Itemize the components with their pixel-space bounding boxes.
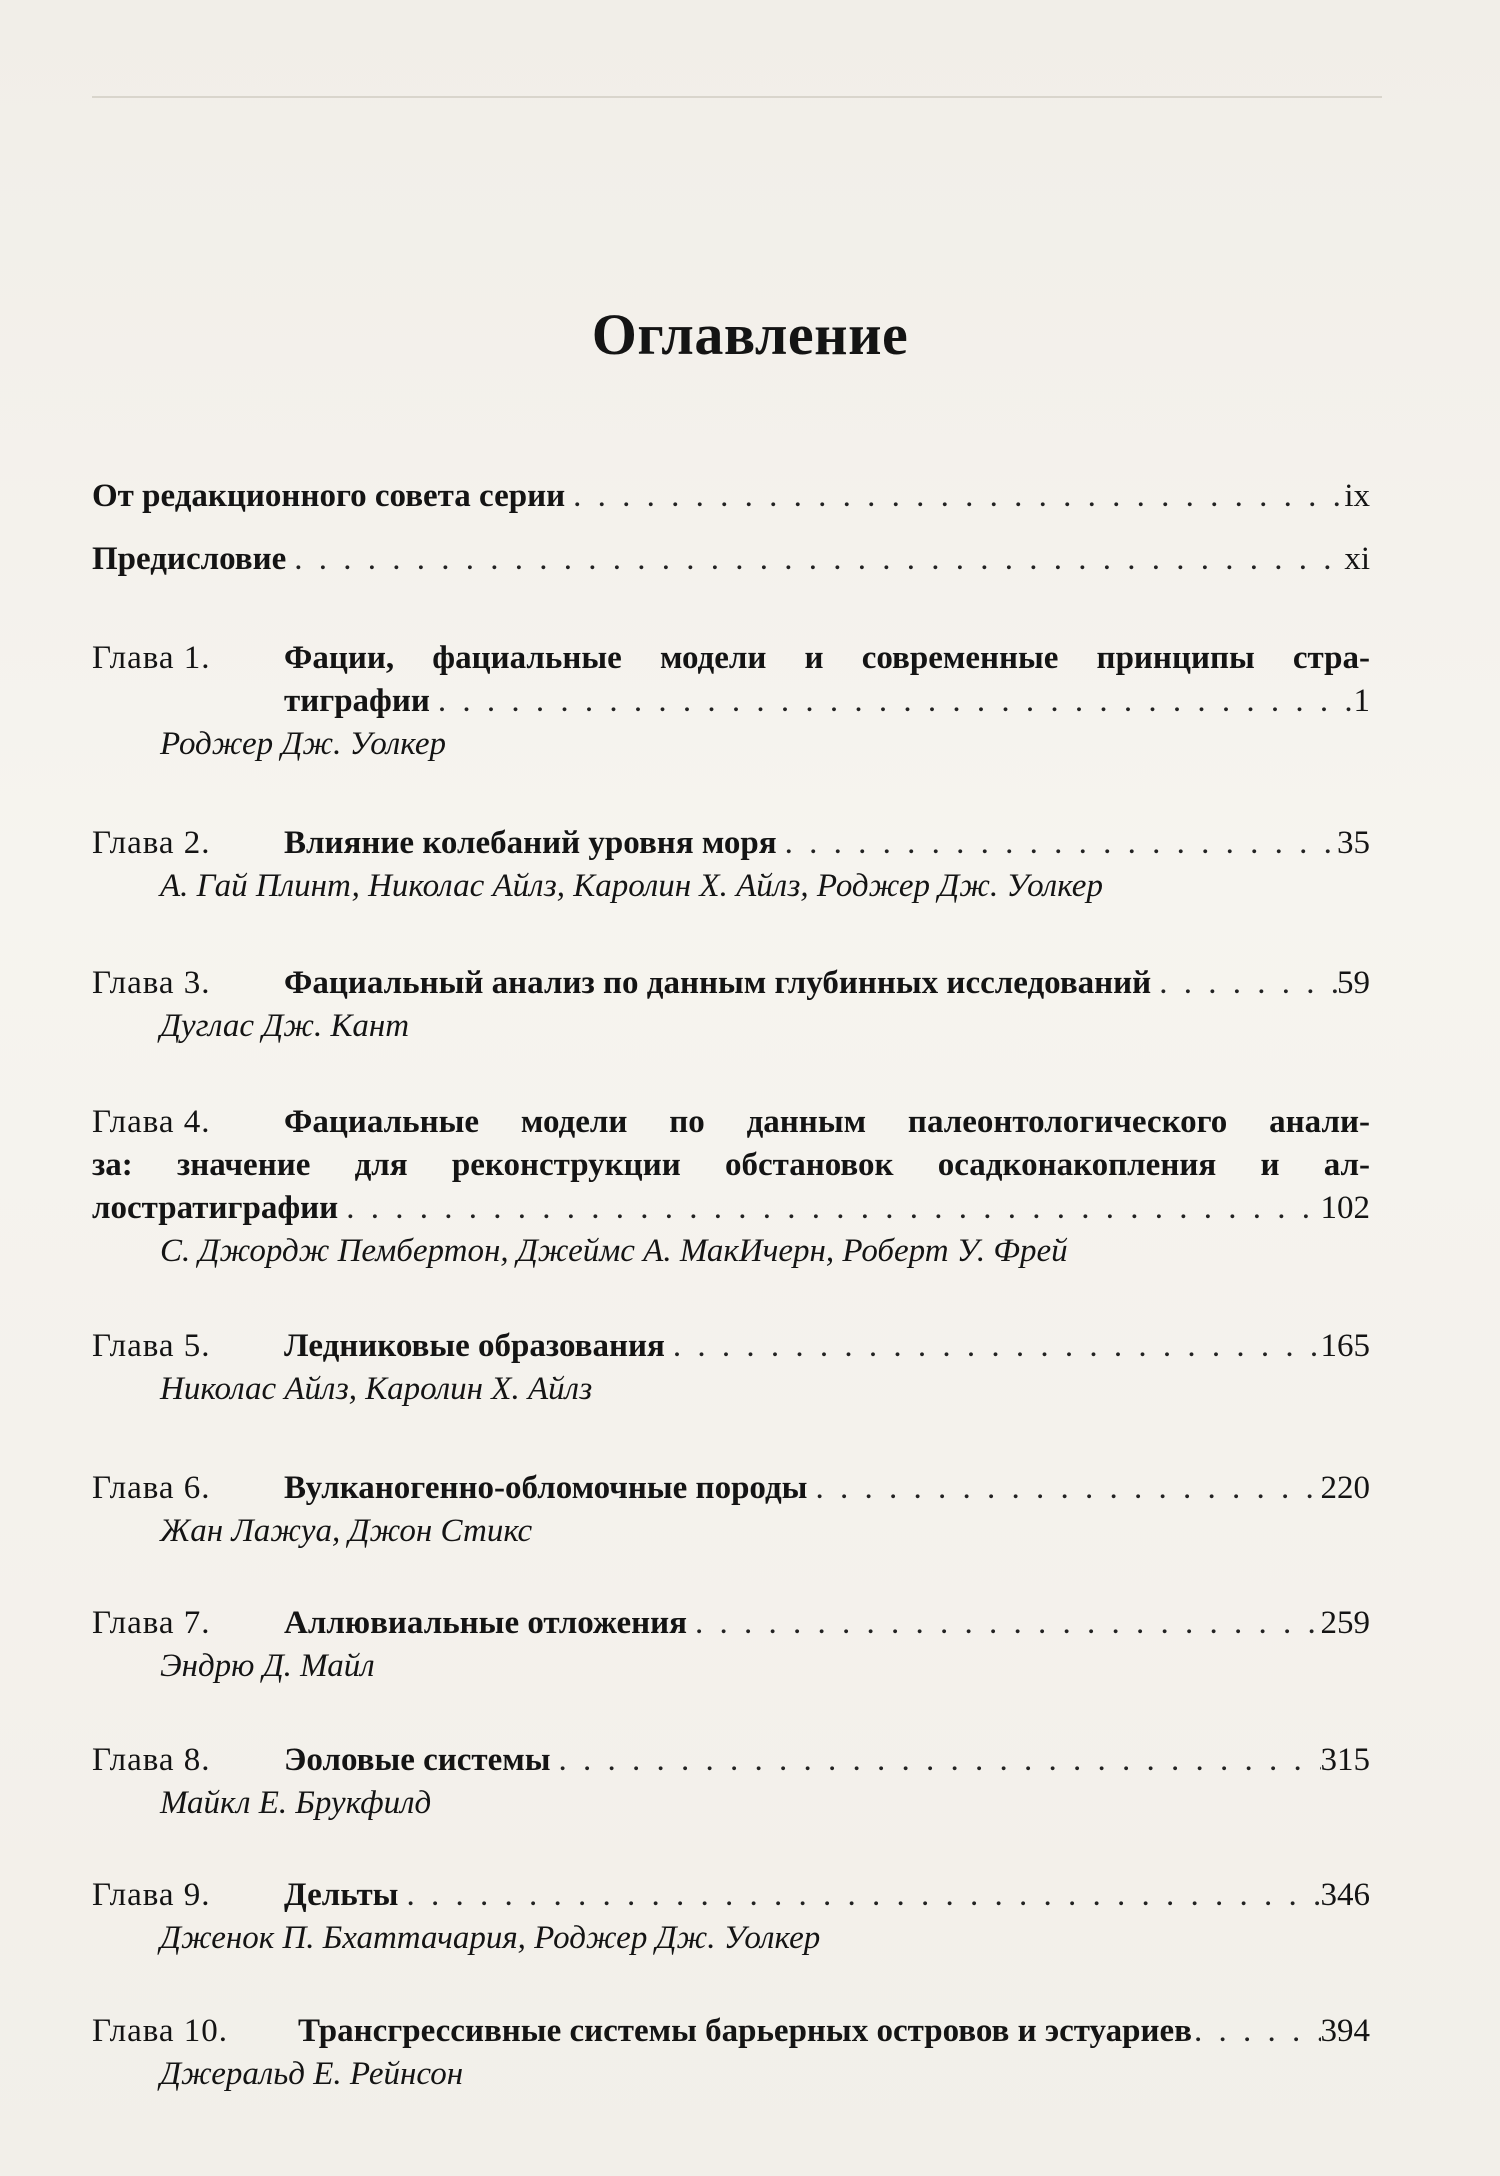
dot-leader (687, 1602, 1320, 1645)
toc-entry-editorial[interactable] (92, 475, 1370, 518)
chapter-authors: Жан Лажуа, Джон Стикс (160, 1513, 533, 1549)
toc-entry-chapter-5[interactable] (92, 1325, 1370, 1411)
chapter-title-line: Фациальный анализ по данным глубинных исследований (284, 965, 1152, 1001)
toc-entry-page: ix (1344, 478, 1370, 514)
chapter-authors: С. Джордж Пембертон, Джеймс А. МакИчерн, Роберт У. Фрей (160, 1233, 1068, 1269)
dot-leader (777, 822, 1337, 865)
toc-entry-preface[interactable] (92, 538, 1370, 581)
chapter-title-line: Аллювиальные отложения (284, 1605, 688, 1641)
chapter-title-line: Фации, фациальные модели и современные принципы стра- (284, 640, 1370, 676)
bleed-through-rule (92, 96, 1382, 98)
chapter-page: 394 (1320, 2013, 1370, 2049)
toc-entry-chapter-9[interactable] (92, 1874, 1370, 1960)
toc-entry-chapter-2[interactable] (92, 822, 1370, 908)
chapter-label: Глава 5. (92, 1328, 211, 1364)
dot-leader (565, 475, 1344, 518)
chapter-title-line: Фациальные модели по данным палеонтологического анали- (284, 1104, 1370, 1140)
chapter-label: Глава 2. (92, 825, 211, 861)
toc-entry-chapter-1[interactable] (92, 637, 1370, 766)
dot-leader (807, 1467, 1320, 1510)
chapter-authors: Дуглас Дж. Кант (160, 1008, 410, 1044)
chapter-title-line: Влияние колебаний уровня моря (284, 825, 777, 861)
chapter-label: Глава 4. (92, 1104, 211, 1140)
chapter-label: Глава 9. (92, 1877, 211, 1913)
toc-entry-chapter-6[interactable] (92, 1467, 1370, 1553)
chapter-page: 35 (1337, 825, 1370, 861)
toc-entry-chapter-8[interactable] (92, 1739, 1370, 1825)
toc-entry-chapter-4[interactable] (92, 1101, 1370, 1273)
toc-entry-page: xi (1344, 541, 1370, 577)
chapter-label: Глава 7. (92, 1605, 211, 1641)
chapter-authors: Дженок П. Бхаттачария, Роджер Дж. Уолкер (160, 1920, 821, 1956)
dot-leader (551, 1739, 1321, 1782)
page-title: Оглавление (591, 301, 909, 367)
dot-leader (338, 1187, 1320, 1230)
chapter-authors: Джеральд Е. Рейнсон (160, 2056, 464, 2092)
chapter-authors: А. Гай Плинт, Николас Айлз, Каролин Х. Айлз, Роджер Дж. Уолкер (160, 868, 1103, 904)
chapter-page: 165 (1320, 1328, 1370, 1364)
chapter-page: 102 (1320, 1190, 1370, 1226)
dot-leader (1151, 962, 1337, 1005)
chapter-label: Глава 6. (92, 1470, 211, 1506)
chapter-page: 1 (1353, 683, 1370, 719)
chapter-title-line: Трансгрессивные системы барьерных островов и эстуариев (298, 2013, 1192, 2049)
chapter-label: Глава 3. (92, 965, 211, 1001)
dot-leader (286, 538, 1344, 581)
chapter-title-line: тиграфии (284, 683, 430, 719)
chapter-page: 346 (1320, 1877, 1370, 1913)
toc-entry-title: От редакционного совета серии (92, 478, 566, 514)
dot-leader (1192, 2010, 1321, 2053)
chapter-title-line: Эоловые системы (284, 1742, 551, 1778)
chapter-page: 220 (1320, 1470, 1370, 1506)
toc-entry-chapter-10[interactable] (92, 2010, 1370, 2096)
chapter-authors: Николас Айлз, Каролин Х. Айлз (160, 1371, 593, 1407)
chapter-page: 315 (1320, 1742, 1370, 1778)
chapter-title-line: Дельты (284, 1877, 399, 1913)
chapter-page: 59 (1337, 965, 1370, 1001)
chapter-label: Глава 8. (92, 1742, 211, 1778)
dot-leader (398, 1874, 1320, 1917)
chapter-authors: Эндрю Д. Майл (160, 1648, 375, 1684)
dot-leader (430, 680, 1354, 723)
chapter-title-line: за: значение для реконструкции обстановок осадконакопления и ал- (92, 1147, 1370, 1183)
toc-entry-chapter-3[interactable] (92, 962, 1370, 1048)
chapter-label: Глава 10. (92, 2013, 229, 2049)
toc-entry-chapter-7[interactable] (92, 1602, 1370, 1688)
chapter-authors: Майкл Е. Брукфилд (160, 1785, 432, 1821)
dot-leader (665, 1325, 1321, 1368)
chapter-page: 259 (1320, 1605, 1370, 1641)
chapter-title-line: Ледниковые образования (284, 1328, 665, 1364)
chapter-title-line: Вулканогенно-обломочные породы (284, 1470, 808, 1506)
chapter-label: Глава 1. (92, 640, 211, 676)
chapter-title-line: лостратиграфии (92, 1190, 339, 1226)
chapter-authors: Роджер Дж. Уолкер (160, 726, 447, 762)
toc-entry-title: Предисловие (92, 541, 287, 577)
